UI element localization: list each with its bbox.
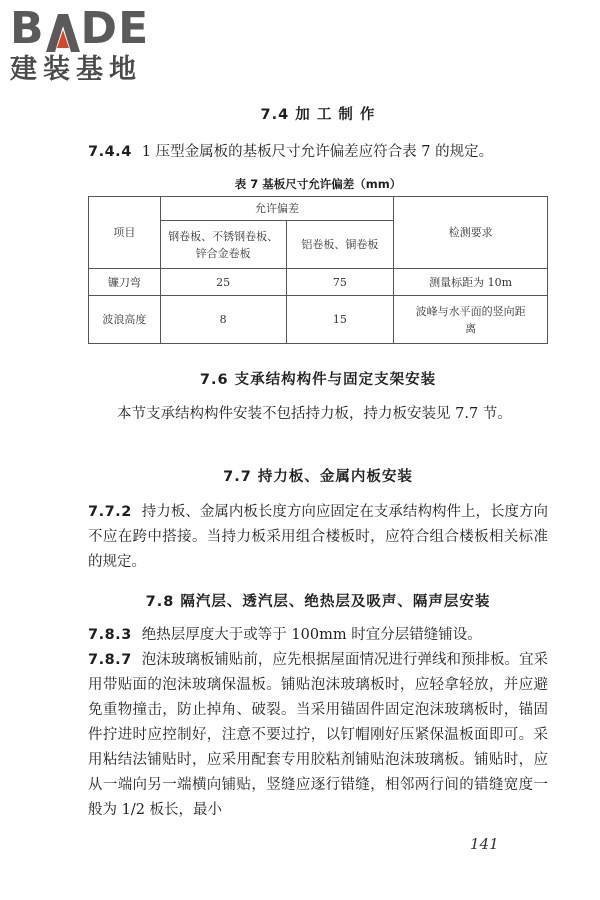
page-number: 141: [470, 835, 499, 853]
brand-logo: [10, 3, 175, 86]
clause-7-8-7: [88, 648, 548, 823]
clause-text: 持力板、金属内板长度方向应固定在支承结构构件上，长度方向不应在跨中搭接。当持力板采用组合楼板时，应符合组合楼板相关标准的规定。: [88, 504, 548, 570]
header-check: 检测要求: [394, 197, 548, 269]
table-row: [89, 269, 548, 296]
cell-steel: 25: [160, 269, 286, 296]
clause-7-8-3: [88, 623, 548, 648]
section-title-7-7: 7.7 持力板、金属内板安装: [223, 469, 413, 485]
cell-aluminum: 75: [286, 269, 394, 296]
clause-text: 泡沫玻璃板铺贴前，应先根据屋面情况进行弹线和预排板。宜采用带贴面的泡沫玻璃保温板。铺贴泡沫玻璃板时，应轻拿轻放，并应避免重物撞击，防止掉角、破裂。当采用锚固件固定泡沫玻璃板时，锚固件拧进时应控制好，注意不要过拧，以钉帽刚好压紧保温板面即可。采用粘结法铺贴时，应采用配套专用胶粘剂铺贴泡沫玻璃板。铺贴时，应从一端向另一端横向铺贴，竖缝应逐行错缝，相邻两行间的错缝宽度一般为 1/2 板长，最小: [88, 652, 548, 818]
table-row: [89, 296, 548, 344]
logo-letter-a: [46, 12, 80, 52]
clause-number: 7.4.4: [88, 144, 132, 160]
logo-wordmark: [10, 3, 175, 54]
clause-text: 1 压型金属板的基板尺寸允许偏差应符合表 7 的规定。: [141, 144, 494, 160]
section-7-6-text: 本节支承结构构件安装不包括持力板，持力板安装见 7.7 节。: [117, 406, 512, 422]
table-header-row: [89, 197, 548, 221]
header-allowance: 允许偏差: [160, 197, 393, 221]
cell-check: 波峰与水平面的竖向距离: [394, 296, 548, 344]
cell-item: 波浪高度: [89, 296, 161, 344]
header-aluminum: 铝卷板、铜卷板: [286, 221, 394, 269]
section-title-7-6: 7.6 支承结构构件与固定支架安装: [199, 372, 437, 388]
logo-letters-de: DE: [80, 3, 150, 54]
logo-subtitle: 建装基地: [10, 54, 142, 85]
clause-7-4-4: [88, 140, 548, 165]
clause-number: 7.7.2: [88, 504, 132, 520]
header-item: 项目: [89, 197, 161, 269]
clause-number: 7.8.3: [88, 627, 132, 643]
clause-number: 7.8.7: [88, 652, 132, 668]
clause-text: 绝热层厚度大于或等于 100mm 时宜分层错缝铺设。: [141, 627, 482, 643]
clause-7-7-2: [88, 500, 548, 575]
header-steel: 钢卷板、不锈钢卷板、锌合金卷板: [160, 221, 286, 269]
logo-letter-b: B: [10, 3, 45, 54]
table-caption: 表 7 基板尺寸允许偏差（mm）: [234, 177, 402, 191]
cell-check: 测量标距为 10m: [394, 269, 548, 296]
tolerance-table: [88, 196, 548, 344]
logo-a-icon: [46, 14, 80, 52]
cell-aluminum: 15: [286, 296, 394, 344]
section-title-7-8: 7.8 隔汽层、透汽层、绝热层及吸声、隔声层安装: [145, 594, 491, 610]
cell-steel: 8: [160, 296, 286, 344]
section-title-7-4: 7.4 加 工 制 作: [260, 107, 376, 123]
cell-item: 镰刀弯: [89, 269, 161, 296]
